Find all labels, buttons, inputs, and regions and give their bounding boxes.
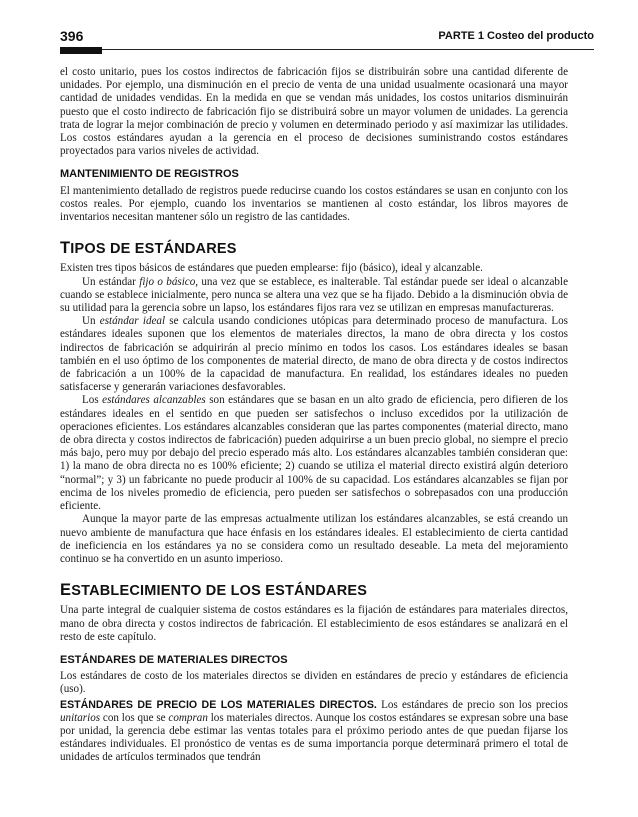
precio-text-3: los materiales directos. Aunque los costos estándares se expresan sobre una base por unidad, la gerencia debe estimar las ventas totales para el próximo periodo antes de que puedan fijarse los estándares individuales. El pronóstico de ventas es de suma importancia porque determinará primero el total de unidades de artículos terminados que tendrán — [60, 711, 568, 764]
precio-paragraph — [60, 699, 568, 765]
materiales-heading: ESTÁNDARES DE MATERIALES DIRECTOS — [60, 653, 288, 666]
precio-text-2: con los que se — [100, 711, 169, 724]
tipos-paragraph-5: Aunque la mayor parte de las empresas actualmente utilizan los estándares alcanzables, se está creando un nuevo ambiente de manufactura que hace énfasis en los estándares ideales. El establecimiento de cierta cantidad de ineficiencia en los estándares ya no se considera como un resultado deseable. La meta del mejoramiento continuo se ha convertido en un asunto imperioso. — [60, 513, 568, 565]
tipos-p3-term: estándar ideal — [99, 315, 166, 328]
tipos-p4-pre: Los — [82, 394, 103, 407]
tipos-p2-post: , una vez que se establece, es inalterable. Tal estándar puede ser ideal o alcanzable cuando se establece inicialmente, pero nunca se altera una vez que se ha fijado. Debido a la disminución obvia de su utilidad para la gerencia sobre un lapso, los estándares fijos rara vez se utilizan en empresas manufactureras. — [60, 275, 568, 315]
tipos-paragraph-ideal — [60, 315, 568, 394]
establecimiento-heading-cap: E — [60, 581, 72, 600]
tipos-p4-term: estándares alcanzables — [102, 394, 206, 407]
tipos-paragraph-1: Existen tres tipos básicos de estándares que pueden emplearse: fijo (básico), ideal y alcanzable. — [60, 262, 483, 275]
establecimiento-heading-rest: STABLECIMIENTO DE LOS ESTÁNDARES — [71, 583, 368, 600]
tipos-p2-term: fijo o básico — [139, 275, 196, 288]
materiales-paragraph: Los estándares de costo de los materiales directos se dividen en estándares de precio y estándares de eficiencia (uso). — [60, 670, 568, 696]
tipos-p4-post: son estándares que se basan en un alto grado de eficiencia, pero difieren de los estándares ideales en el sentido en que pueden ser satisfechos o incluso excedidos por la utilización de operaciones eficientes. Los estándares alcanzables consideran que las partes componentes (material directo, mano de obra directa y costos indirectos de fabricación) pueden adquirirse a un buen precio global, no siempre el precio más bajo, pero muy por debajo del precio esperado más alto. Los estándares alcanzables también consideran que: 1) la mano de obra directa no es 100% eficiente; 2) cuando se utiliza el material directo existirá algún deterioro “normal”; y 3) un fabricante no puede producir al 100% de su capacidad. Los estándares alcanzables se fijan por encima de los niveles promedio de eficiencia, pero pueden ser satisfechos o sobrepasados con una producción eficiente. — [60, 394, 568, 513]
tipos-heading-cap: T — [60, 239, 71, 258]
mantenimiento-heading: MANTENIMIENTO DE REGISTROS — [60, 168, 239, 181]
precio-text-1: Los estándares de precio son los precios — [376, 698, 568, 711]
intro-paragraph: el costo unitario, pues los costos indirectos de fabricación fijos se distribuirán sobre una cantidad diferente de unidades. Por ejemplo, una disminución en el precio de venta de una unidad usualmente ocasionará una mayor cantidad de unidades vendidas. En la medida en que se vendan más unidades, los costos unitarios disminuirán puesto que el costo indirecto de fabricación fijo se distribuirá sobre un mayor volumen de unidades. La gerencia trata de lograr la mejor combinación de precio y volumen en determinado periodo y así maximizar las utilidades. Los costos estándares ayudan a la gerencia en el proceso de decisiones suministrando costos estándares proyectados para varios niveles de actividad. — [60, 66, 568, 158]
establecimiento-heading — [60, 581, 568, 600]
tipos-p3-post: se calcula usando condiciones utópicas para determinado proceso de manufactura. Los estándares ideales suponen que los elementos de materiales directos, la mano de obra directa y los costos indirectos de fabricación se adquirirán al precio mínimo en todos los casos. Los estándares ideales se basan también en el uso óptimo de los componentes de material directo, de mano de obra directa y de costos indirectos de fabricación a un 100% de la capacidad de manufactura. En realidad, los estándares ideales no pueden satisfacerse y generarán variaciones desfavorables. — [60, 315, 568, 394]
tipos-heading-rest: IPOS DE ESTÁNDARES — [70, 241, 237, 258]
header-marker-block — [60, 47, 102, 54]
page-header — [60, 28, 594, 48]
page-number: 396 — [60, 28, 84, 44]
precio-term-compran: compran — [168, 711, 208, 724]
tipos-paragraph-alcanzables — [60, 394, 568, 513]
precio-runin-heading: ESTÁNDARES DE PRECIO DE LOS MATERIALES DIRECTOS. — [60, 698, 377, 711]
header-rule — [60, 49, 594, 50]
page-body — [60, 66, 568, 765]
tipos-heading — [60, 239, 568, 258]
establecimiento-paragraph: Una parte integral de cualquier sistema de costos estándares es la fijación de estándares para materiales directos, mano de obra directa y costos indirectos de fabricación. El establecimiento de esos estándares se analizará en el resto de este capítulo. — [60, 604, 568, 643]
mantenimiento-paragraph: El mantenimiento detallado de registros puede reducirse cuando los costos estándares se usan en conjunto con los costos reales. Por ejemplo, cuando los inventarios se mantienen al costo estándar, los libros mayores de inventarios necesitan mantener sólo un registro de las cantidades. — [60, 184, 568, 224]
tipos-p2-pre: Un estándar — [82, 275, 140, 288]
precio-term-unitarios: unitarios — [60, 711, 101, 724]
tipos-p3-pre: Un — [82, 315, 100, 328]
tipos-paragraph-fijo — [60, 276, 568, 316]
running-head: PARTE 1 Costeo del producto — [438, 30, 594, 42]
